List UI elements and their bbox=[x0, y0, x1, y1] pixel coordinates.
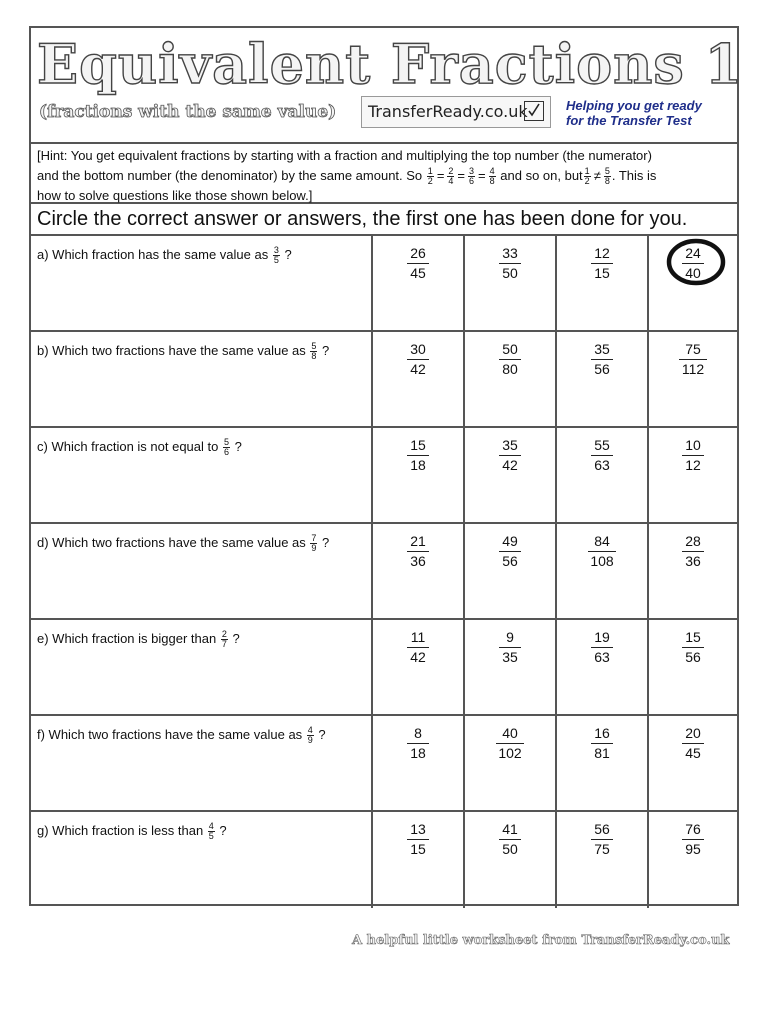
numerator: 24 bbox=[685, 245, 701, 261]
answer-fraction bbox=[649, 628, 737, 667]
answer-option[interactable] bbox=[557, 812, 649, 908]
brand-logo bbox=[361, 96, 551, 128]
question-cell bbox=[31, 716, 373, 810]
numerator: 56 bbox=[594, 821, 610, 837]
answer-option[interactable] bbox=[465, 812, 557, 908]
answer-option[interactable] bbox=[465, 716, 557, 810]
numerator: 12 bbox=[594, 245, 610, 261]
question-mark: ? bbox=[280, 246, 292, 262]
question-row bbox=[31, 524, 737, 620]
hint-line-1: [Hint: You get equivalent fractions by starting with a fraction and multiplying the top number (the numerator) bbox=[37, 148, 652, 163]
answer-circle-mark bbox=[665, 237, 727, 287]
answer-fraction bbox=[649, 436, 737, 475]
denominator: 42 bbox=[502, 457, 518, 473]
question-fraction bbox=[273, 246, 280, 265]
answer-fraction bbox=[649, 340, 737, 379]
question-fraction bbox=[310, 534, 317, 553]
denominator: 108 bbox=[590, 553, 614, 569]
worksheet-header bbox=[31, 28, 744, 144]
answer-option[interactable] bbox=[465, 428, 557, 522]
denominator: 8 bbox=[311, 351, 317, 361]
hint-text-c: . This is bbox=[611, 168, 657, 183]
answer-option[interactable] bbox=[465, 620, 557, 714]
numerator: 20 bbox=[685, 725, 701, 741]
worksheet bbox=[29, 26, 744, 906]
denominator: 5 bbox=[208, 831, 214, 841]
answer-option[interactable] bbox=[373, 524, 465, 618]
tagline-line-2: for the Transfer Test bbox=[566, 113, 692, 128]
answer-fraction bbox=[373, 244, 463, 283]
question-row bbox=[31, 428, 737, 524]
question-row bbox=[31, 236, 737, 332]
math-operator: = bbox=[478, 168, 486, 183]
numerator: 5 bbox=[311, 341, 317, 351]
denominator: 36 bbox=[410, 553, 426, 569]
hint-line-3: how to solve questions like those shown below.] bbox=[37, 188, 313, 204]
question-fraction bbox=[307, 726, 314, 745]
numerator: 50 bbox=[502, 341, 518, 357]
tagline bbox=[566, 98, 736, 128]
numerator: 4 bbox=[307, 725, 313, 735]
question-row bbox=[31, 716, 737, 812]
question-text bbox=[37, 342, 329, 361]
answer-option[interactable] bbox=[649, 620, 737, 714]
question-cell bbox=[31, 332, 373, 426]
non-equivalence-example bbox=[583, 166, 612, 187]
question-row bbox=[31, 812, 737, 908]
question-mark: ? bbox=[215, 822, 227, 838]
question-fraction bbox=[310, 342, 317, 361]
hint-fraction bbox=[489, 167, 496, 186]
math-operator: = bbox=[436, 168, 445, 183]
denominator: 95 bbox=[685, 841, 701, 857]
denominator: 56 bbox=[502, 553, 518, 569]
denominator: 80 bbox=[502, 361, 518, 377]
question-prompt: b) Which two fractions have the same value as bbox=[37, 342, 310, 358]
denominator: 18 bbox=[410, 457, 426, 473]
question-prompt: f) Which two fractions have the same value as bbox=[37, 726, 306, 742]
answer-option[interactable] bbox=[649, 236, 737, 330]
denominator: 18 bbox=[410, 745, 426, 761]
answer-option[interactable] bbox=[465, 332, 557, 426]
numerator: 30 bbox=[410, 341, 426, 357]
numerator: 2 bbox=[221, 629, 227, 639]
answer-option[interactable] bbox=[465, 524, 557, 618]
numerator: 84 bbox=[594, 533, 610, 549]
answer-fraction bbox=[373, 436, 463, 475]
question-mark: ? bbox=[231, 438, 242, 454]
answer-option[interactable] bbox=[649, 332, 737, 426]
question-text bbox=[37, 438, 242, 457]
numerator: 4 bbox=[208, 821, 214, 831]
answer-fraction bbox=[373, 628, 463, 667]
numerator: 35 bbox=[502, 437, 518, 453]
hint-fraction bbox=[447, 167, 454, 186]
answer-option[interactable] bbox=[465, 236, 557, 330]
answer-fraction bbox=[649, 724, 737, 763]
answer-option[interactable] bbox=[557, 620, 649, 714]
numerator: 8 bbox=[414, 725, 422, 741]
question-fraction bbox=[221, 630, 228, 649]
numerator: 7 bbox=[311, 533, 317, 543]
denominator: 75 bbox=[594, 841, 610, 857]
answer-option[interactable] bbox=[373, 236, 465, 330]
numerator: 15 bbox=[685, 629, 701, 645]
answer-fraction bbox=[373, 340, 463, 379]
denominator: 45 bbox=[410, 265, 426, 281]
question-cell bbox=[31, 812, 373, 908]
question-text bbox=[37, 822, 227, 841]
answer-option[interactable] bbox=[373, 620, 465, 714]
answer-option[interactable] bbox=[649, 716, 737, 810]
answer-option[interactable] bbox=[557, 716, 649, 810]
denominator: 6 bbox=[469, 176, 475, 187]
equivalence-example bbox=[426, 166, 497, 187]
question-text bbox=[37, 726, 326, 745]
hint-fraction bbox=[584, 167, 591, 186]
numerator: 49 bbox=[502, 533, 518, 549]
numerator: 11 bbox=[410, 629, 426, 645]
question-text bbox=[37, 534, 329, 553]
denominator: 42 bbox=[410, 361, 426, 377]
denominator: 9 bbox=[307, 735, 313, 745]
question-cell bbox=[31, 620, 373, 714]
answer-fraction bbox=[649, 532, 737, 571]
question-row bbox=[31, 332, 737, 428]
answer-fraction bbox=[373, 724, 463, 763]
tagline-line-1: Helping you get ready bbox=[566, 98, 702, 113]
denominator: 56 bbox=[685, 649, 701, 665]
question-prompt: g) Which fraction is less than bbox=[37, 822, 207, 838]
hint-fraction bbox=[604, 167, 611, 186]
answer-fraction bbox=[649, 820, 737, 859]
answer-fraction bbox=[465, 628, 555, 667]
numerator: 28 bbox=[685, 533, 701, 549]
question-cell bbox=[31, 236, 373, 330]
numerator: 41 bbox=[502, 821, 518, 837]
answer-fraction bbox=[465, 820, 555, 859]
numerator: 33 bbox=[502, 245, 518, 261]
math-operator: ≠ bbox=[593, 168, 601, 183]
answer-fraction bbox=[557, 436, 647, 475]
hint-box bbox=[31, 142, 737, 204]
question-text bbox=[37, 630, 240, 649]
answer-option[interactable] bbox=[649, 812, 737, 908]
numerator: 76 bbox=[685, 821, 701, 837]
answer-fraction bbox=[373, 532, 463, 571]
question-prompt: d) Which two fractions have the same value as bbox=[37, 534, 310, 550]
circle-stroke bbox=[669, 241, 723, 283]
answer-fraction bbox=[465, 532, 555, 571]
numerator: 21 bbox=[410, 533, 426, 549]
answer-fraction bbox=[465, 436, 555, 475]
question-fraction bbox=[223, 438, 230, 457]
denominator: 5 bbox=[273, 255, 279, 265]
answer-option[interactable] bbox=[649, 524, 737, 618]
answer-fraction bbox=[465, 340, 555, 379]
answer-option[interactable] bbox=[649, 428, 737, 522]
denominator: 2 bbox=[427, 176, 433, 187]
question-mark: ? bbox=[228, 630, 240, 646]
numerator: 40 bbox=[502, 725, 518, 741]
question-fraction bbox=[208, 822, 215, 841]
instruction: Circle the correct answer or answers, the first one has been done for you. bbox=[31, 204, 737, 236]
answer-fraction bbox=[557, 628, 647, 667]
math-operator: = bbox=[457, 168, 466, 183]
numerator: 16 bbox=[594, 725, 610, 741]
numerator: 2 bbox=[448, 166, 454, 177]
answer-option[interactable] bbox=[373, 428, 465, 522]
denominator: 50 bbox=[502, 841, 518, 857]
question-prompt: e) Which fraction is bigger than bbox=[37, 630, 220, 646]
denominator: 9 bbox=[311, 543, 317, 553]
numerator: 5 bbox=[223, 437, 229, 447]
checkmark-icon bbox=[524, 101, 544, 121]
denominator: 4 bbox=[448, 176, 454, 187]
answer-option[interactable] bbox=[373, 332, 465, 426]
answer-fraction bbox=[557, 244, 647, 283]
numerator: 1 bbox=[427, 166, 433, 177]
hint-fraction bbox=[427, 167, 434, 186]
answer-option[interactable] bbox=[557, 524, 649, 618]
question-mark: ? bbox=[314, 726, 326, 742]
denominator: 6 bbox=[223, 447, 229, 457]
denominator: 102 bbox=[498, 745, 522, 761]
footer-credit: A helpful little worksheet from TransferReady.co.uk bbox=[352, 933, 730, 948]
hint-fraction bbox=[468, 167, 475, 186]
denominator: 45 bbox=[685, 745, 701, 761]
question-mark: ? bbox=[318, 534, 330, 550]
denominator: 8 bbox=[489, 176, 495, 187]
numerator: 5 bbox=[604, 166, 610, 177]
numerator: 55 bbox=[594, 437, 610, 453]
denominator: 7 bbox=[221, 639, 227, 649]
page-subtitle: (fractions with the same value) bbox=[39, 102, 337, 122]
answer-fraction bbox=[465, 244, 555, 283]
question-prompt: a) Which fraction has the same value as bbox=[37, 246, 272, 262]
denominator: 56 bbox=[594, 361, 610, 377]
answer-option[interactable] bbox=[557, 236, 649, 330]
logo-text: TransferReady.co.uk bbox=[368, 102, 528, 121]
numerator: 35 bbox=[594, 341, 610, 357]
question-row bbox=[31, 620, 737, 716]
question-mark: ? bbox=[318, 342, 330, 358]
denominator: 35 bbox=[502, 649, 518, 665]
numerator: 10 bbox=[685, 437, 701, 453]
denominator: 63 bbox=[594, 457, 610, 473]
denominator: 8 bbox=[604, 176, 610, 187]
numerator: 19 bbox=[594, 629, 610, 645]
answer-option[interactable] bbox=[373, 716, 465, 810]
question-cell bbox=[31, 524, 373, 618]
answer-option[interactable] bbox=[557, 332, 649, 426]
numerator: 1 bbox=[584, 166, 590, 177]
page-title: Equivalent Fractions 1 bbox=[37, 32, 744, 96]
numerator: 13 bbox=[410, 821, 426, 837]
question-cell bbox=[31, 428, 373, 522]
denominator: 42 bbox=[410, 649, 426, 665]
question-text bbox=[37, 246, 292, 265]
answer-option[interactable] bbox=[373, 812, 465, 908]
answer-fraction bbox=[557, 340, 647, 379]
denominator: 112 bbox=[681, 361, 705, 377]
numerator: 9 bbox=[506, 629, 514, 645]
denominator: 15 bbox=[410, 841, 426, 857]
answer-fraction bbox=[557, 724, 647, 763]
denominator: 50 bbox=[502, 265, 518, 281]
numerator: 3 bbox=[273, 245, 279, 255]
hint-text-b: and so on, but bbox=[500, 168, 583, 183]
answer-fraction bbox=[373, 820, 463, 859]
denominator: 15 bbox=[594, 265, 610, 281]
hint-text-a: and the bottom number (the denominator) by the same amount. So bbox=[37, 168, 423, 183]
answer-fraction bbox=[465, 724, 555, 763]
denominator: 36 bbox=[685, 553, 701, 569]
hint-line-2 bbox=[37, 166, 731, 186]
denominator: 63 bbox=[594, 649, 610, 665]
denominator: 12 bbox=[685, 457, 701, 473]
numerator: 75 bbox=[685, 341, 701, 357]
numerator: 15 bbox=[410, 437, 426, 453]
numerator: 3 bbox=[469, 166, 475, 177]
answer-fraction bbox=[557, 820, 647, 859]
denominator: 81 bbox=[594, 745, 610, 761]
answer-option[interactable] bbox=[557, 428, 649, 522]
denominator: 40 bbox=[685, 265, 701, 281]
numerator: 26 bbox=[410, 245, 426, 261]
answer-fraction bbox=[557, 532, 647, 571]
denominator: 2 bbox=[584, 176, 590, 187]
question-prompt: c) Which fraction is not equal to bbox=[37, 438, 222, 454]
question-grid bbox=[31, 236, 737, 904]
numerator: 4 bbox=[489, 166, 495, 177]
